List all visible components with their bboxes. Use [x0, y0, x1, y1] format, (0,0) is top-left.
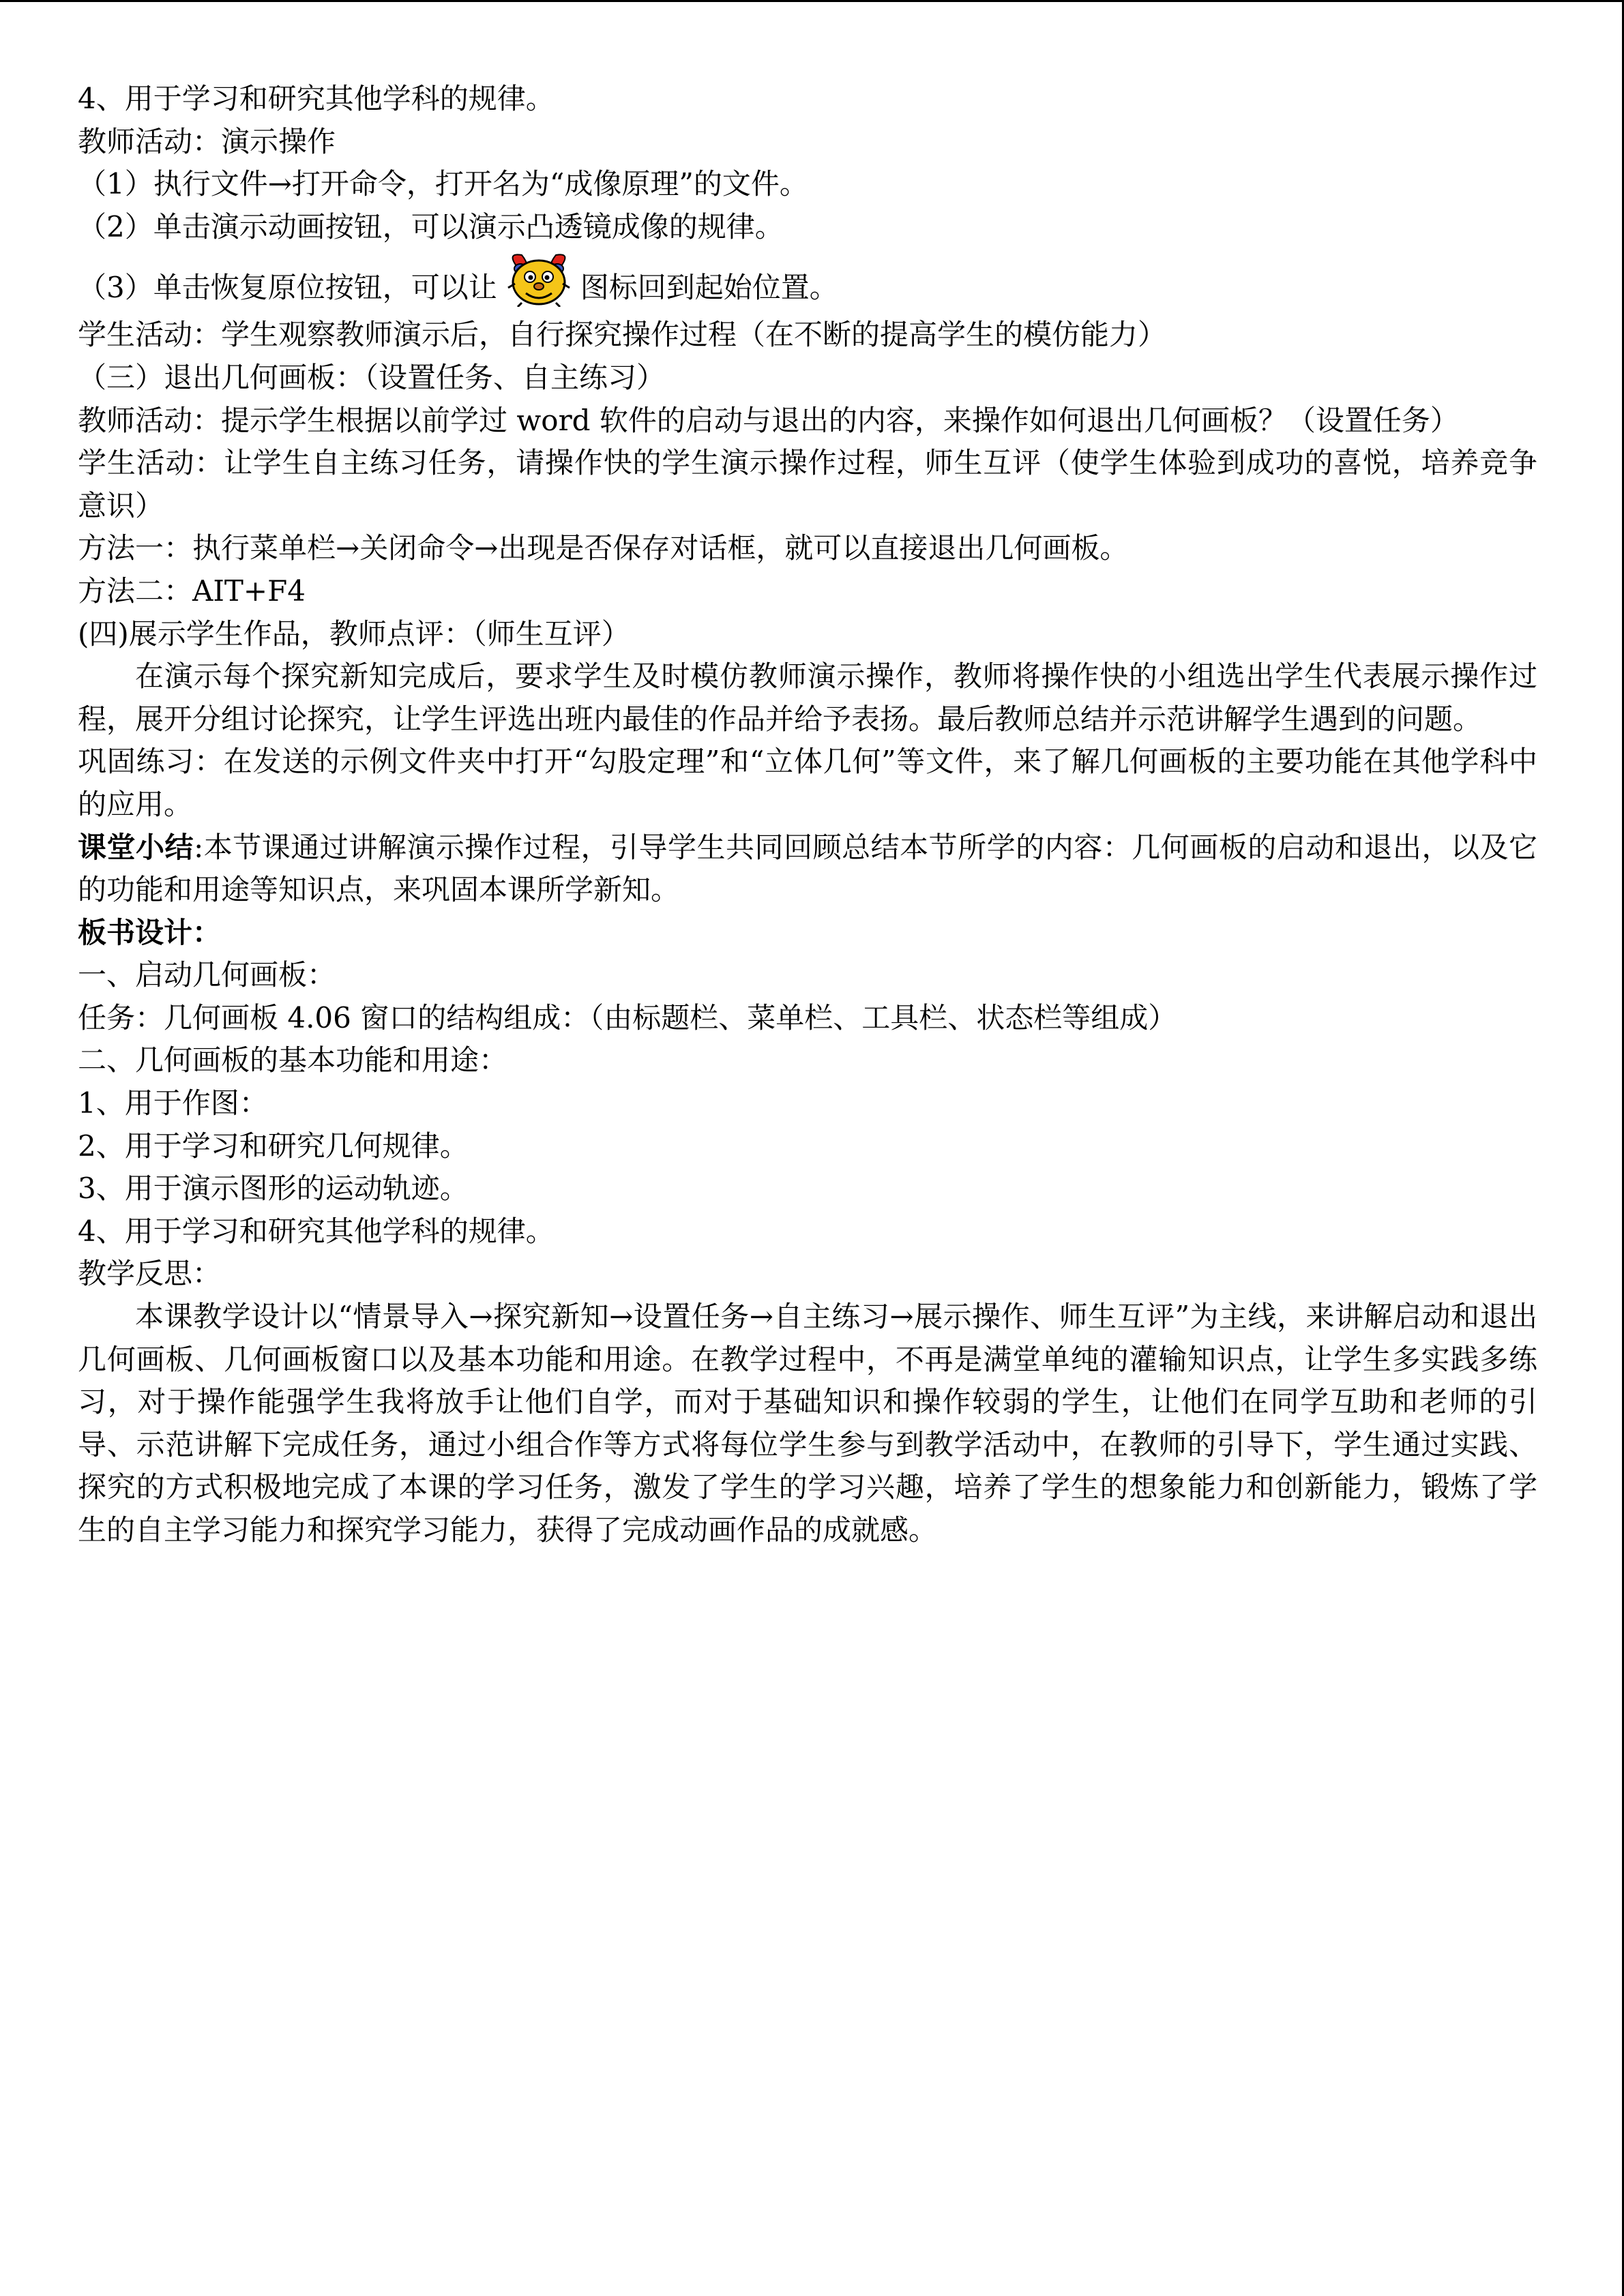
- summary-label: 课堂小结: [78, 830, 194, 864]
- board-design-heading: 板书设计：: [78, 915, 222, 949]
- cartoon-face-icon: [499, 248, 579, 307]
- section-heading: （三）退出几何画板：（设置任务、自主练习）: [78, 360, 666, 394]
- text-line: 方法二：AIT+F4: [78, 573, 306, 608]
- text-line: 二、几何画板的基本功能和用途：: [78, 1043, 508, 1077]
- list-item: 2、用于学习和研究几何规律。: [78, 1129, 469, 1163]
- text-segment: （3）单击恢复原位按钮，可以让: [78, 271, 497, 305]
- summary-text: :本节课通过讲解演示操作过程，引导学生共同回顾总结本节所学的内容：几何画板的启动和退出，以及它的功能和用途等知识点，来巩固本课所学新知。: [78, 830, 1537, 907]
- text-line: 4、用于学习和研究其他学科的规律。: [78, 82, 555, 115]
- paragraph: 在演示每个探究新知完成后，要求学生及时模仿教师演示操作，教师将操作快的小组选出学生代表展示操作过程，展开分组讨论探究，让学生评选出班内最佳的作品并给予表扬。最后教师总结并示范讲解学生遇到的问题。: [78, 659, 1537, 736]
- list-item: 3、用于演示图形的运动轨迹。: [78, 1172, 469, 1206]
- text-line: （2）单击演示动画按钮，可以演示凸透镜成像的规律。: [78, 209, 784, 243]
- paragraph: 教师活动：提示学生根据以前学过 word 软件的启动与退出的内容，来操作如何退出几何画板？（设置任务）: [78, 403, 1459, 437]
- page-top-border: [0, 0, 1624, 2]
- text-line: 一、启动几何画板：: [78, 958, 336, 992]
- text-line: 任务：几何画板 4.06 窗口的结构组成：（由标题栏、菜单栏、工具栏、状态栏等组成）: [78, 1000, 1177, 1034]
- text-line: 学生活动：学生观察教师演示后，自行探究操作过程（在不断的提高学生的模仿能力）: [78, 318, 1167, 352]
- list-item: 1、用于作图：: [78, 1086, 268, 1120]
- document-body: [78, 78, 1537, 1552]
- text-line: （1）执行文件→打开命令，打开名为“成像原理”的文件。: [78, 167, 808, 201]
- paragraph: 巩固练习：在发送的示例文件夹中打开“勾股定理”和“立体几何”等文件，来了解几何画板的主要功能在其他学科中的应用。: [78, 745, 1537, 821]
- list-item: 4、用于学习和研究其他学科的规律。: [78, 1214, 555, 1248]
- reflection-heading: 教学反思：: [78, 1257, 222, 1291]
- reflection-paragraph: 本课教学设计以“情景导入→探究新知→设置任务→自主练习→展示操作、师生互评”为主线，来讲解启动和退出几何画板、几何画板窗口以及基本功能和用途。在教学过程中，不再是满堂单纯的灌输知识点，让学生多实践多练习，对于操作能强学生我将放手让他们自学，而对于基础知识和操作较弱的学生，让他们在同学互助和老师的引导、示范讲解下完成任务，通过小组合作等方式将每位学生参与到教学活动中，在教师的引导下，学生通过实践、探究的方式积极地完成了本课的学习任务，激发了学生的学习兴趣，培养了学生的想象能力和创新能力，锻炼了学生的自主学习能力和探究学习能力，获得了完成动画作品的成就感。: [78, 1300, 1537, 1547]
- section-heading: (四)展示学生作品，教师点评：（师生互评）: [78, 616, 630, 651]
- text-line-with-icon: [78, 248, 1537, 314]
- text-line: 教师活动：演示操作: [78, 124, 336, 158]
- summary-paragraph: [78, 826, 1537, 912]
- text-line: 方法一：执行菜单栏→关闭命令→出现是否保存对话框，就可以直接退出几何画板。: [78, 531, 1129, 565]
- paragraph: 学生活动：让学生自主练习任务，请操作快的学生演示操作过程，师生互评（使学生体验到成功的喜悦，培养竞争意识）: [78, 446, 1537, 522]
- text-segment: 图标回到起始位置。: [580, 271, 838, 305]
